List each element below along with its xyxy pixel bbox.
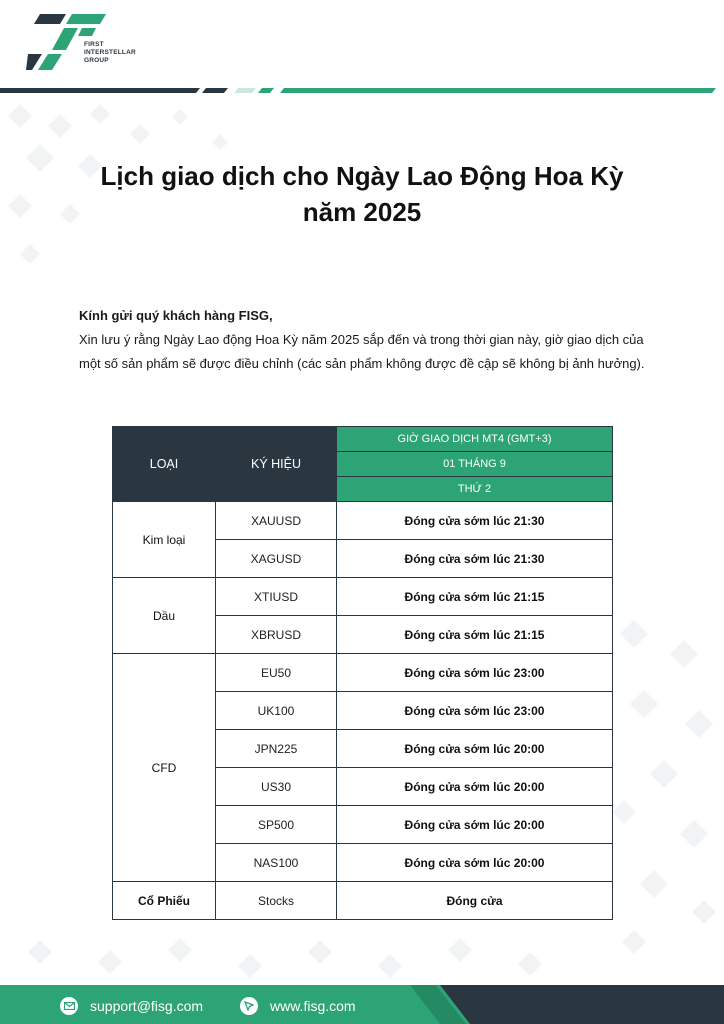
brand-name-line: INTERSTELLAR xyxy=(84,49,136,56)
status-cell: Đóng cửa sớm lúc 21:30 xyxy=(337,540,613,578)
email-link[interactable]: support@fisg.com xyxy=(90,998,204,1014)
symbol-cell: JPN225 xyxy=(216,730,337,768)
symbol-cell: XAGUSD xyxy=(216,540,337,578)
symbol-cell: XTIUSD xyxy=(216,578,337,616)
table-row xyxy=(113,578,613,616)
category-cell: Dầu xyxy=(113,578,216,654)
header-stripe xyxy=(0,86,724,94)
header-trading-hours: GIỜ GIAO DỊCH MT4 (GMT+3) xyxy=(337,427,613,452)
intro-body: Xin lưu ý rằng Ngày Lao động Hoa Kỳ năm 2025 sắp đến và trong thời gian này, giờ giao dịch của một số sản phẩm sẽ được điều chỉnh (các sản phẩm không được đề cập sẽ không bị ảnh hưởng). xyxy=(79,332,645,371)
symbol-cell: Stocks xyxy=(216,882,337,920)
holiday-schedule-table xyxy=(112,426,613,920)
header-weekday: THỨ 2 xyxy=(337,477,613,502)
symbol-cell: EU50 xyxy=(216,654,337,692)
category-cell: Kim loại xyxy=(113,502,216,578)
brand-name-line: GROUP xyxy=(84,57,109,64)
diamond-pattern-bottom xyxy=(0,930,724,990)
status-cell: Đóng cửa xyxy=(337,882,613,920)
status-cell: Đóng cửa sớm lúc 20:00 xyxy=(337,844,613,882)
category-cell: Cổ Phiếu xyxy=(113,882,216,920)
status-cell: Đóng cửa sớm lúc 21:30 xyxy=(337,502,613,540)
footer-email[interactable] xyxy=(60,995,203,1017)
symbol-cell: UK100 xyxy=(216,692,337,730)
symbol-cell: XBRUSD xyxy=(216,616,337,654)
header-date: 01 THÁNG 9 xyxy=(337,452,613,477)
symbol-cell: SP500 xyxy=(216,806,337,844)
page-title-line-2: năm 2025 xyxy=(302,197,422,227)
symbol-cell: NAS100 xyxy=(216,844,337,882)
category-cell: CFD xyxy=(113,654,216,882)
status-cell: Đóng cửa sớm lúc 20:00 xyxy=(337,730,613,768)
header-symbol: KÝ HIỆU xyxy=(216,427,337,502)
status-cell: Đóng cửa sớm lúc 20:00 xyxy=(337,768,613,806)
status-cell: Đóng cửa sớm lúc 23:00 xyxy=(337,692,613,730)
table-row xyxy=(113,882,613,920)
footer-website[interactable] xyxy=(240,995,356,1017)
status-cell: Đóng cửa sớm lúc 21:15 xyxy=(337,616,613,654)
cursor-icon xyxy=(240,997,258,1015)
symbol-cell: XAUUSD xyxy=(216,502,337,540)
greeting: Kính gửi quý khách hàng FISG, xyxy=(79,308,273,323)
symbol-cell: US30 xyxy=(216,768,337,806)
intro-text xyxy=(79,304,654,376)
brand-name xyxy=(84,41,136,65)
page-title-line-1: Lịch giao dịch cho Ngày Lao Động Hoa Kỳ xyxy=(100,161,624,191)
website-link[interactable]: www.fisg.com xyxy=(270,998,356,1014)
mail-icon xyxy=(60,997,78,1015)
status-cell: Đóng cửa sớm lúc 21:15 xyxy=(337,578,613,616)
table-row xyxy=(113,654,613,692)
header-category: LOẠI xyxy=(113,427,216,502)
table-row xyxy=(113,502,613,540)
brand-name-line: FIRST xyxy=(84,41,104,48)
status-cell: Đóng cửa sớm lúc 23:00 xyxy=(337,654,613,692)
status-cell: Đóng cửa sớm lúc 20:00 xyxy=(337,806,613,844)
